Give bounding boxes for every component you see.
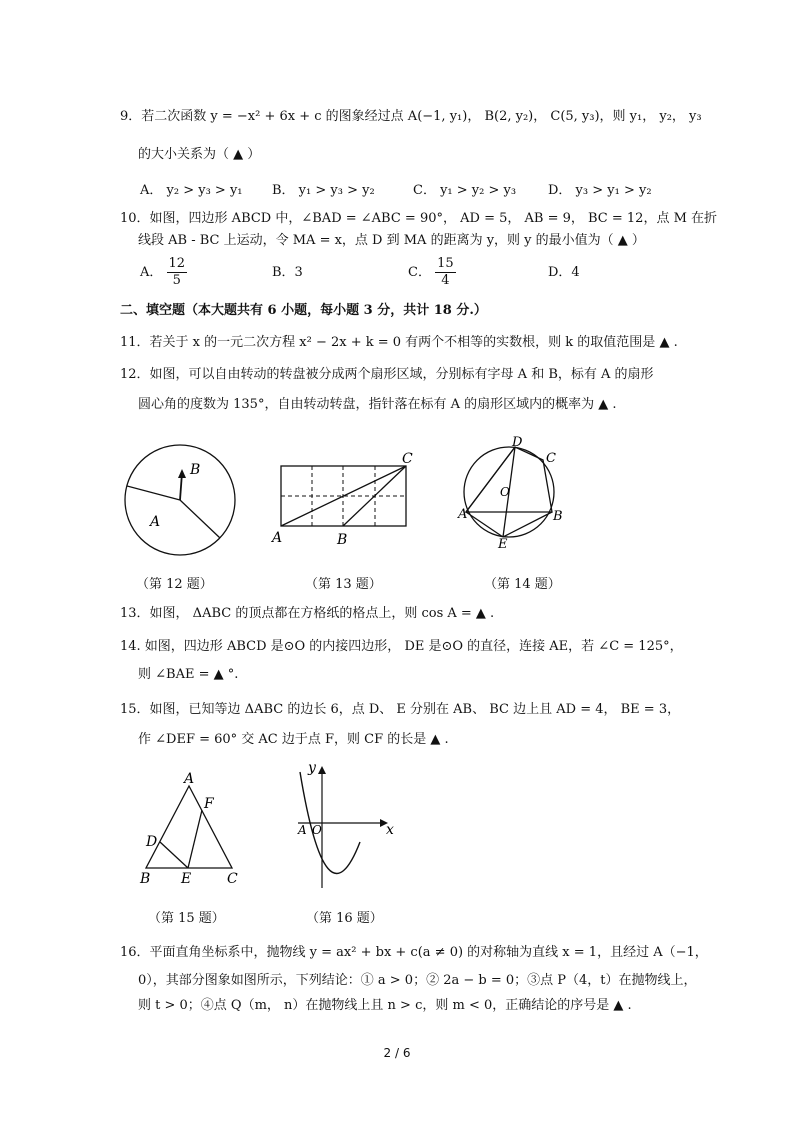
triangle-abc (146, 786, 232, 868)
q15-line2: 作 ∠DEF = 60° 交 AC 边于点 F，则 CF 的长是 ▲ . (138, 732, 449, 747)
radius-2 (180, 500, 220, 538)
q9-line1: 9．若二次函数 y = −x² + 6x + c 的图象经过点 A(−1, y₁)， B(2, y₂)， C(5, y₃)，则 y₁， y₂， y₃ (120, 109, 702, 124)
q10-option-a-label: A． (140, 265, 163, 280)
q9-option-a: A． y₂ > y₃ > y₁ (140, 183, 243, 198)
q14-line1: 14. 如图，四边形 ABCD 是⊙O 的内接四边形， DE 是⊙O 的直径，连接 AE，若 ∠C = 125°， (120, 639, 683, 654)
page-number: 2 / 6 (383, 1046, 411, 1060)
q9-option-c: C． y₁ > y₂ > y₃ (413, 183, 517, 198)
q10-option-a (140, 256, 187, 289)
q10-option-a-fraction (167, 256, 188, 289)
label-d: D (512, 435, 523, 450)
pointer-head (178, 469, 186, 478)
label-x: x (386, 822, 394, 838)
q9-option-b: B． y₁ > y₃ > y₂ (272, 183, 375, 198)
y-axis-arrow (318, 766, 326, 774)
q9-option-d: D． y₃ > y₁ > y₂ (548, 183, 652, 198)
label-a: A (298, 823, 307, 837)
label-o: O (500, 485, 510, 499)
figure-15 (136, 772, 246, 888)
q10-option-c-label: C． (408, 265, 431, 280)
label-a: A (150, 514, 161, 530)
label-c: C (546, 451, 556, 466)
q10-option-c-fraction (435, 256, 456, 289)
figure-14 (452, 430, 572, 554)
caption-14: （第 14 题） (484, 577, 561, 592)
q16-line1: 16．平面直角坐标系中，抛物线 y = ax² + bx + c(a ≠ 0) 的对称轴为直线 x = 1，且经过 A（−1， (120, 945, 708, 960)
label-e: E (498, 537, 508, 552)
label-a: A (458, 507, 468, 522)
label-b: B (337, 532, 348, 548)
label-b: B (553, 509, 563, 524)
caption-13: （第 13 题） (305, 577, 382, 592)
figure-13 (268, 448, 418, 552)
q10-option-c (408, 256, 456, 289)
q12-line1: 12．如图，可以自由转动的转盘被分成两个扇形区域，分别标有字母 A 和 B，标有 A 的扇形 (120, 367, 654, 382)
label-b: B (140, 871, 151, 887)
label-c: C (402, 451, 413, 467)
q10-option-d: D．4 (548, 265, 580, 280)
q16-line2: 0），其部分图象如图所示，下列结论：① a > 0；② 2a − b = 0；③点 P（4，t）在抛物线上， (138, 973, 697, 988)
radius-1 (127, 486, 180, 500)
label-a: A (184, 772, 195, 787)
q15-line1: 15．如图，已知等边 ΔABC 的边长 6，点 D、 E 分别在 AB、 BC 边上且 AD = 4， BE = 3， (120, 702, 681, 717)
figure-16 (294, 760, 404, 894)
q10-option-b: B．3 (272, 265, 303, 280)
q13: 13．如图， ΔABC 的顶点都在方格纸的格点上，则 cos A = ▲ . (120, 606, 495, 621)
label-y: y (308, 760, 316, 776)
label-f: F (204, 796, 214, 812)
label-e: E (181, 871, 192, 887)
segment-ef (188, 810, 202, 868)
figure-12 (120, 440, 240, 560)
caption-16: （第 16 题） (306, 911, 383, 926)
q12-line2: 圆心角的度数为 135°，自由转动转盘，指针落在标有 A 的扇形区域内的概率为 ▲ . (138, 397, 617, 412)
numerator: 12 (168, 256, 186, 271)
label-c: C (227, 871, 238, 887)
denominator: 5 (172, 273, 181, 288)
caption-12: （第 12 题） (136, 577, 213, 592)
caption-15: （第 15 题） (148, 911, 225, 926)
q10-line1: 10．如图，四边形 ABCD 中，∠BAD = ∠ABC = 90°， AD = 5， AB = 9， BC = 12，点 M 在折 (120, 211, 718, 226)
segment-ae (466, 512, 503, 537)
q10-line2: 线段 AB - BC 上运动，令 MA = x，点 D 到 MA 的距离为 y，则 y 的最小值为（ ▲ ） (138, 233, 645, 248)
q9-line2: 的大小关系为（ ▲ ） (138, 147, 261, 162)
q11: 11．若关于 x 的一元二次方程 x² − 2x + k = 0 有两个不相等的实数根，则 k 的取值范围是 ▲ . (120, 335, 678, 350)
label-a: A (272, 530, 283, 546)
q14-line2: 则 ∠BAE = ▲ °. (138, 667, 239, 682)
label-o: O (312, 823, 322, 837)
section-title: 二、填空题（本大题共有 6 小题，每小题 3 分，共计 18 分.） (120, 303, 487, 318)
segment-de (160, 842, 188, 868)
label-b: B (190, 462, 201, 478)
label-d: D (146, 834, 158, 850)
numerator: 15 (437, 256, 454, 271)
quadrilateral-abcd (466, 447, 552, 512)
denominator: 4 (441, 273, 450, 288)
q16-line3: 则 t > 0；④点 Q（m， n）在抛物线上且 n > c，则 m < 0，正确结论的序号是 ▲ . (138, 998, 632, 1013)
